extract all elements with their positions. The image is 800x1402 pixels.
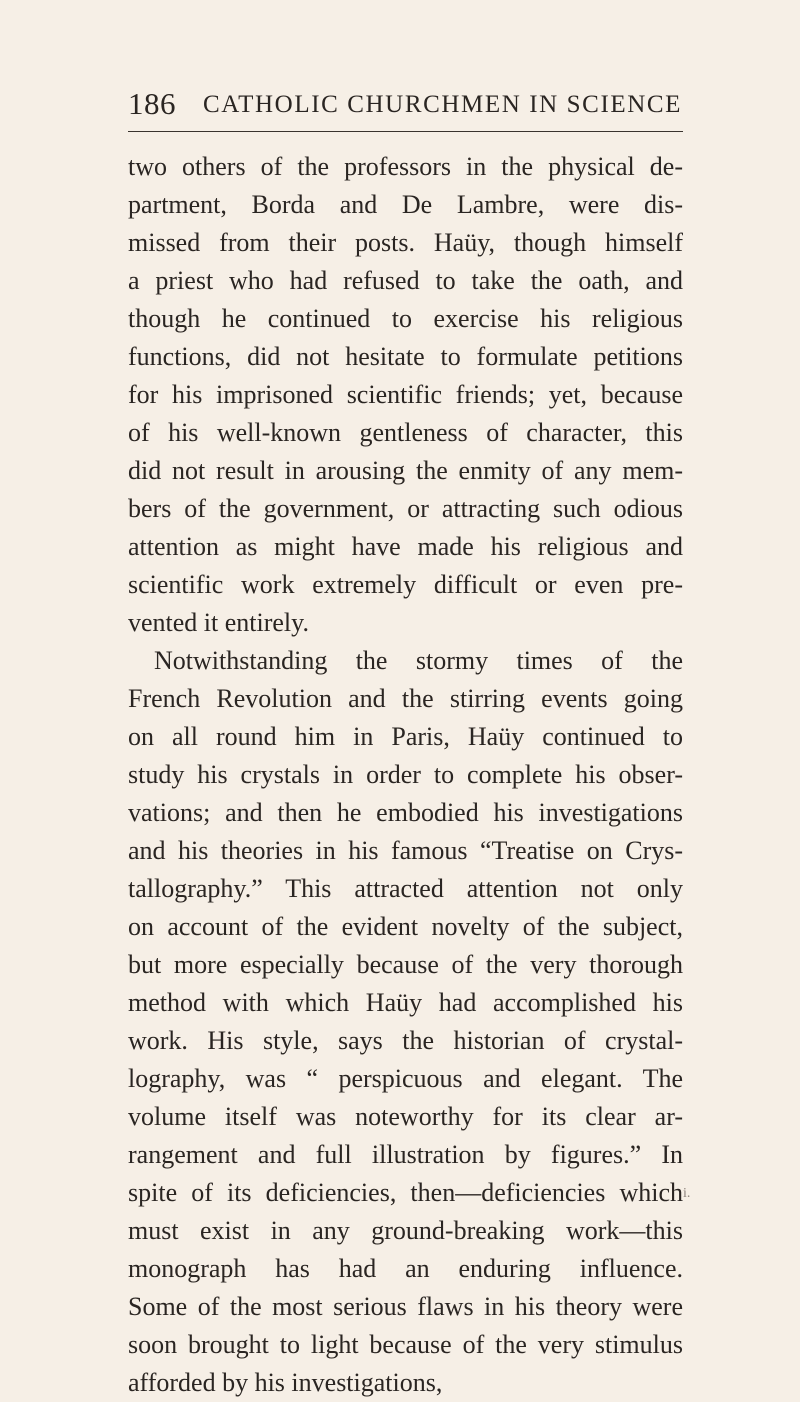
text-line: tallography.” This attracted attention not only [128, 874, 683, 903]
text-line: work. His style, says the historian of crystal- [128, 1026, 683, 1055]
text-line: two others of the professors in the physical de- [128, 152, 683, 181]
header-rule [128, 131, 683, 132]
text-line: vations; and then he embodied his investigations [128, 798, 683, 827]
text-line: on account of the evident novelty of the subject, [128, 912, 683, 941]
text-line: French Revolution and the stirring events going [128, 684, 683, 713]
text-line: for his imprisoned scientific friends; yet, because [128, 380, 683, 409]
text-line: functions, did not hesitate to formulate petitions [128, 342, 683, 371]
text-line: lography, was “ perspicuous and elegant. The [128, 1064, 683, 1093]
text-line: attention as might have made his religious and [128, 532, 683, 561]
text-line: must exist in any ground-breaking work—this [128, 1216, 683, 1245]
text-line: but more especially because of the very thorough [128, 950, 683, 979]
text-line: monograph has had an enduring influence. [128, 1254, 683, 1283]
text-line: afforded by his investigations, [128, 1368, 443, 1397]
text-line: volume itself was noteworthy for its clear ar- [128, 1102, 683, 1131]
margin-mark: i. [683, 1186, 691, 1201]
text-line: did not result in arousing the enmity of any mem- [128, 456, 683, 485]
body-text [128, 148, 683, 1402]
text-line: vented it entirely. [128, 608, 309, 637]
text-line: of his well-known gentleness of character, this [128, 418, 683, 447]
page-header [128, 84, 683, 124]
text-line: spite of its deficiencies, then—deficiencies which [128, 1178, 683, 1207]
running-head: CATHOLIC CHURCHMEN IN SCIENCE [203, 91, 683, 118]
text-line: on all round him in Paris, Haüy continued to [128, 722, 683, 751]
text-line: rangement and full illustration by figures.” In [128, 1140, 683, 1169]
text-line: and his theories in his famous “Treatise on Crys- [128, 836, 683, 865]
text-line: bers of the government, or attracting such odious [128, 494, 683, 523]
text-line: partment, Borda and De Lambre, were dis- [128, 190, 683, 219]
text-line: though he continued to exercise his religious [128, 304, 683, 333]
text-line: missed from their posts. Haüy, though himself [128, 228, 683, 257]
text-line: soon brought to light because of the very stimulus [128, 1330, 683, 1359]
paragraph-start-line: Notwithstanding the stormy times of the [154, 646, 683, 675]
text-line: study his crystals in order to complete his obser- [128, 760, 683, 789]
text-line: a priest who had refused to take the oath, and [128, 266, 683, 295]
text-line: Some of the most serious flaws in his theory were [128, 1292, 683, 1321]
page-number: 186 [128, 86, 176, 121]
text-line: method with which Haüy had accomplished his [128, 988, 683, 1017]
text-line: scientific work extremely difficult or even pre- [128, 570, 683, 599]
